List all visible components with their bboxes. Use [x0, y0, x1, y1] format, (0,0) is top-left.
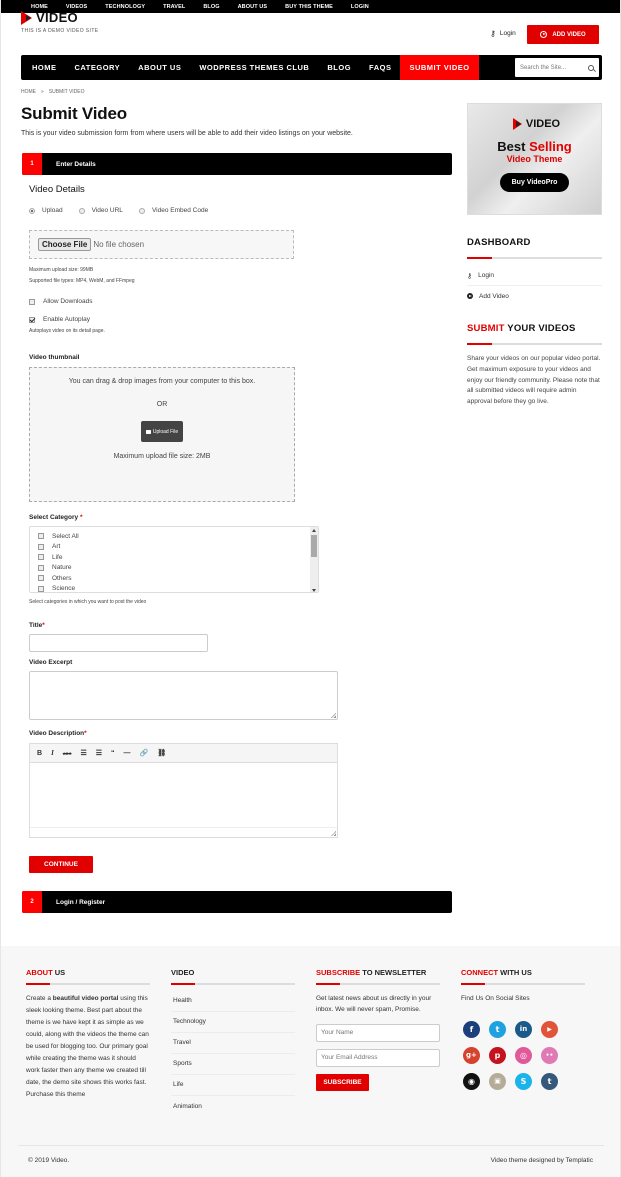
choose-file-button[interactable]: Choose File	[38, 238, 91, 251]
radio-video-embed-code[interactable]	[139, 207, 208, 214]
category-option-label: Select All	[52, 532, 79, 540]
purchase-theme-link[interactable]: Purchase this theme	[26, 1090, 86, 1098]
no-file-status: No file chosen	[93, 240, 145, 249]
social-icons	[463, 1021, 585, 1090]
checkbox-empty-icon	[38, 586, 44, 592]
theme-credit[interactable]: Video theme designed by Templatic	[490, 1157, 593, 1164]
upload-file-button[interactable]	[141, 421, 183, 442]
promo-headline	[468, 139, 601, 154]
category-option-label: Nature	[52, 564, 72, 572]
step-number: 1	[22, 153, 42, 175]
checkbox-empty-icon	[38, 575, 44, 581]
play-circle-icon	[467, 293, 473, 299]
footer-video-title: VIDEO	[171, 968, 195, 977]
footer-link-sports[interactable]: Sports	[171, 1054, 295, 1075]
description-editor[interactable]	[29, 763, 338, 838]
promo-headline-part: Best	[497, 139, 530, 154]
submit-widget-text: Share your videos on our popular video portal. Get maximum exposure to your videos and enjoy our friendly community. Please note that all submitted videos will require admin approval before they go live.	[467, 355, 601, 406]
italic-icon[interactable]: I	[51, 749, 54, 757]
dashboard-login-link[interactable]	[467, 266, 602, 286]
footer-divider	[18, 1145, 604, 1146]
radio-label: Video Embed Code	[151, 207, 209, 214]
description-label-text: Video Description	[29, 730, 85, 737]
breadcrumb-separator: »	[41, 89, 44, 95]
title-underline	[467, 257, 602, 259]
resize-grip-icon[interactable]	[331, 831, 336, 836]
flickr-icon[interactable]: ••	[541, 1047, 558, 1064]
resize-grip-icon[interactable]	[331, 713, 336, 718]
nav-faqs[interactable]: FAQS	[369, 63, 392, 72]
logo-text: VIDEO	[36, 10, 78, 25]
radio-label: Upload	[42, 207, 63, 214]
dropzone-or: OR	[156, 401, 168, 408]
required-marker: *	[84, 730, 87, 737]
allow-downloads-checkbox[interactable]	[29, 298, 93, 305]
link-icon[interactable]: 🔗	[139, 750, 149, 757]
footer-link-health[interactable]: Health	[171, 991, 295, 1012]
autoplay-hint: Autoplays video on its detail page.	[29, 328, 105, 334]
radio-label: Video URL	[91, 207, 123, 214]
category-scrollbar[interactable]	[310, 527, 318, 593]
facebook-icon[interactable]: f	[463, 1021, 480, 1038]
google-plus-icon[interactable]: g+	[463, 1047, 480, 1064]
bullet-list-icon[interactable]: ☰	[80, 750, 87, 757]
thumbnail-label: Video thumbnail	[29, 354, 80, 361]
horizontal-rule-icon[interactable]: —	[123, 749, 131, 757]
category-checklist	[29, 526, 319, 593]
search-placeholder: Search the Site...	[520, 64, 567, 71]
nav-category[interactable]: CATEGORY	[74, 63, 121, 72]
footer-link-animation[interactable]: Animation	[173, 1102, 202, 1110]
dashboard-item-label: Login	[478, 272, 495, 279]
top-link-travel[interactable]: TRAVEL	[163, 3, 186, 10]
footer-connect-title	[461, 968, 585, 977]
nav-home[interactable]: HOME	[32, 63, 57, 72]
step-1-header[interactable]	[22, 153, 452, 175]
top-link-login[interactable]: LOGIN	[350, 3, 369, 10]
play-circle-icon	[540, 31, 547, 38]
top-bar	[1, 0, 620, 13]
title-rest: YOUR VIDEOS	[504, 323, 576, 334]
excerpt-label: Video Excerpt	[29, 659, 73, 666]
step-label: Enter Details	[56, 160, 96, 168]
title-highlight: SUBMIT	[467, 323, 505, 334]
unlink-icon[interactable]: ⛓	[157, 750, 167, 757]
promo-subheadline: Video Theme	[506, 154, 563, 164]
continue-button[interactable]: CONTINUE	[29, 856, 93, 873]
breadcrumb-home[interactable]: HOME	[21, 89, 36, 95]
checkbox-empty-icon	[29, 299, 35, 305]
newsletter-email-input[interactable]: Your Email Address	[316, 1049, 440, 1067]
twitter-icon[interactable]: t	[489, 1021, 506, 1038]
numbered-list-icon[interactable]: ☰	[95, 750, 103, 757]
play-logo-icon	[21, 11, 32, 25]
promo-headline-highlight: Selling	[529, 139, 572, 154]
category-label	[29, 514, 82, 521]
newsletter-name-input[interactable]: Your Name	[316, 1024, 440, 1042]
subscribe-button[interactable]: SUBSCRIBE	[316, 1074, 369, 1091]
footer-newsletter	[316, 968, 440, 1091]
checkbox-label: Enable Autoplay	[43, 316, 90, 323]
search-icon[interactable]	[588, 65, 594, 71]
instagram-icon[interactable]: ▣	[489, 1073, 506, 1090]
nav-blog[interactable]: BLOG	[327, 63, 352, 72]
checkbox-empty-icon	[38, 544, 44, 550]
video-source-radio-group	[29, 207, 224, 214]
radio-video-url[interactable]	[79, 207, 123, 214]
footer-video	[171, 968, 295, 1117]
video-file-dropbox	[29, 230, 294, 259]
site-tagline: THIS IS A DEMO VIDEO SITE	[21, 28, 99, 34]
required-marker: *	[42, 622, 45, 629]
scrollbar-thumb[interactable]	[311, 535, 317, 557]
category-option-label: Life	[52, 553, 63, 561]
category-option-label: Science	[52, 585, 76, 593]
footer-about-title	[26, 968, 150, 977]
dashboard-widget	[467, 237, 602, 306]
about-text-part: using this sleek looking theme. Best part about the theme is we have kept it as simple as we could, along with the videos the theme can be used for blogging too. Our primary goal while creating the theme was it should work faster then any theme we created till date, the demo site shows this works fast.	[26, 994, 149, 1086]
skype-icon[interactable]: S	[515, 1073, 532, 1090]
title-underline	[171, 983, 295, 985]
breadcrumb	[21, 89, 85, 95]
key-icon: ⚷	[467, 272, 473, 280]
category-option-life[interactable]	[38, 552, 318, 563]
page-intro: This is your video submission form from where users will be able to add their video listings on your website.	[21, 130, 353, 137]
radio-empty-icon	[79, 208, 85, 214]
title-highlight: SUBSCRIBE	[316, 968, 361, 977]
main-nav	[21, 55, 602, 80]
github-icon[interactable]: ◉	[463, 1073, 480, 1090]
editor-statusbar	[30, 827, 337, 837]
category-option-science[interactable]	[38, 584, 318, 594]
checkbox-empty-icon	[38, 565, 44, 571]
thumbnail-dropzone[interactable]	[29, 367, 295, 502]
play-logo-icon	[513, 118, 522, 130]
step-2-header[interactable]	[22, 891, 452, 913]
footer-link-technology[interactable]: Technology	[171, 1012, 295, 1033]
page-title: Submit Video	[21, 104, 127, 123]
required-marker: *	[79, 514, 83, 521]
submit-widget-title	[467, 323, 602, 334]
video-details-heading: Video Details	[29, 184, 85, 195]
key-icon: ⚷	[490, 29, 496, 38]
dashboard-item-label: Add Video	[479, 292, 509, 300]
category-option-others[interactable]	[38, 573, 318, 584]
title-label-text: Title	[29, 622, 43, 629]
step-number: 2	[22, 891, 42, 913]
copyright: © 2019 Video.	[28, 1157, 70, 1164]
dribbble-icon[interactable]: ◎	[515, 1047, 532, 1064]
radio-empty-icon	[139, 208, 145, 214]
footer-connect	[461, 968, 585, 1090]
checkbox-empty-icon	[38, 554, 44, 560]
top-link-technology[interactable]: TECHNOLOGY	[105, 3, 146, 10]
breadcrumb-current: SUBMIT VIDEO	[48, 89, 85, 95]
add-video-button[interactable]	[527, 25, 599, 44]
max-upload-size: Maximum upload size: 99MB	[29, 267, 94, 273]
checkbox-label: Allow Downloads	[43, 298, 93, 305]
pinterest-icon[interactable]: p	[489, 1047, 506, 1064]
scroll-down-icon[interactable]	[312, 589, 316, 592]
search-input[interactable]	[515, 58, 599, 77]
title-input[interactable]	[29, 634, 208, 652]
about-text-part: Create a	[26, 994, 53, 1002]
strikethrough-icon[interactable]: ABC	[62, 750, 72, 756]
category-option-label: Art	[52, 543, 61, 551]
category-option-nature[interactable]	[38, 563, 318, 574]
buy-videopro-button[interactable]: Buy VideoPro	[500, 173, 570, 192]
thumbnail-max-size: Maximum upload file size: 2MB	[113, 453, 211, 460]
youtube-icon[interactable]: ▶	[541, 1021, 558, 1038]
upload-file-label: Upload File	[152, 428, 179, 435]
blockquote-icon[interactable]: “	[111, 749, 115, 757]
submit-videos-widget	[467, 323, 602, 408]
connect-text: Find Us On Social Sites	[461, 994, 530, 1002]
nav-submit-video[interactable]: SUBMIT VIDEO	[400, 55, 478, 80]
radio-upload[interactable]	[29, 207, 63, 214]
promo-logo-text: VIDEO	[525, 118, 561, 130]
footer-about	[26, 968, 150, 1101]
category-label-text: Select Category	[29, 514, 79, 521]
title-rest: WITH US	[498, 968, 532, 977]
enable-autoplay-checkbox[interactable]	[29, 316, 90, 323]
scroll-up-icon[interactable]	[312, 529, 316, 532]
title-underline	[26, 983, 150, 985]
bold-icon[interactable]: B	[37, 749, 43, 757]
footer-link-travel[interactable]: Travel	[171, 1033, 295, 1054]
header-login-link[interactable]	[490, 29, 516, 38]
category-option-select-all[interactable]	[38, 531, 318, 542]
description-label	[29, 730, 87, 737]
login-label: Login	[499, 30, 516, 37]
supported-file-types: Supported file types: MP4, WebM, and FFmpeg	[29, 278, 135, 284]
top-link-about[interactable]: ABOUT US	[237, 3, 268, 10]
title-rest: US	[52, 968, 66, 977]
top-link-blog[interactable]: BLOG	[203, 3, 220, 10]
dashboard-title: DASHBOARD	[467, 237, 531, 248]
title-highlight: ABOUT	[26, 968, 53, 977]
excerpt-textarea[interactable]	[29, 671, 338, 720]
promo-banner[interactable]	[467, 103, 602, 215]
footer-link-life[interactable]: Life	[171, 1075, 295, 1096]
top-link-home[interactable]: HOME	[31, 3, 48, 10]
tumblr-icon[interactable]: t	[541, 1073, 558, 1090]
category-hint: Select categories in which you want to post the video	[29, 599, 147, 605]
site-logo[interactable]	[21, 10, 78, 25]
nav-wordpress-themes-club[interactable]: WODPRESS THEMES CLUB	[199, 63, 310, 72]
top-link-buy-theme[interactable]: BUY THIS THEME	[285, 3, 333, 10]
nav-about-us[interactable]: ABOUT US	[138, 63, 182, 72]
category-option-art[interactable]	[38, 542, 318, 553]
radio-selected-icon	[29, 208, 35, 214]
footer-about-text	[26, 993, 150, 1101]
top-link-videos[interactable]: VIDEOS	[65, 3, 88, 10]
title-rest: TO NEWSLETTER	[360, 968, 427, 977]
footer-newsletter-title	[316, 968, 440, 977]
editor-toolbar	[29, 743, 338, 763]
footer	[1, 946, 620, 1177]
dropzone-instructions: You can drag & drop images from your computer to this box.	[68, 378, 256, 385]
folder-icon	[146, 430, 151, 434]
title-underline	[467, 343, 602, 345]
title-underline	[316, 983, 440, 985]
title-label	[29, 622, 45, 629]
category-option-label: Others	[52, 574, 72, 582]
title-highlight: CONNECT	[461, 968, 499, 977]
about-text-bold: beautiful video portal	[52, 994, 119, 1002]
checkbox-checked-icon	[29, 317, 35, 323]
linkedin-icon[interactable]: in	[515, 1021, 532, 1038]
dashboard-add-video-link[interactable]	[467, 286, 602, 306]
add-video-label: ADD VIDEO	[552, 31, 586, 38]
checkbox-empty-icon	[38, 533, 44, 539]
step-label: Login / Register	[56, 898, 106, 906]
title-underline	[461, 983, 585, 985]
newsletter-text: Get latest news about us directly in your inbox. We will never spam, Promise.	[316, 994, 432, 1013]
